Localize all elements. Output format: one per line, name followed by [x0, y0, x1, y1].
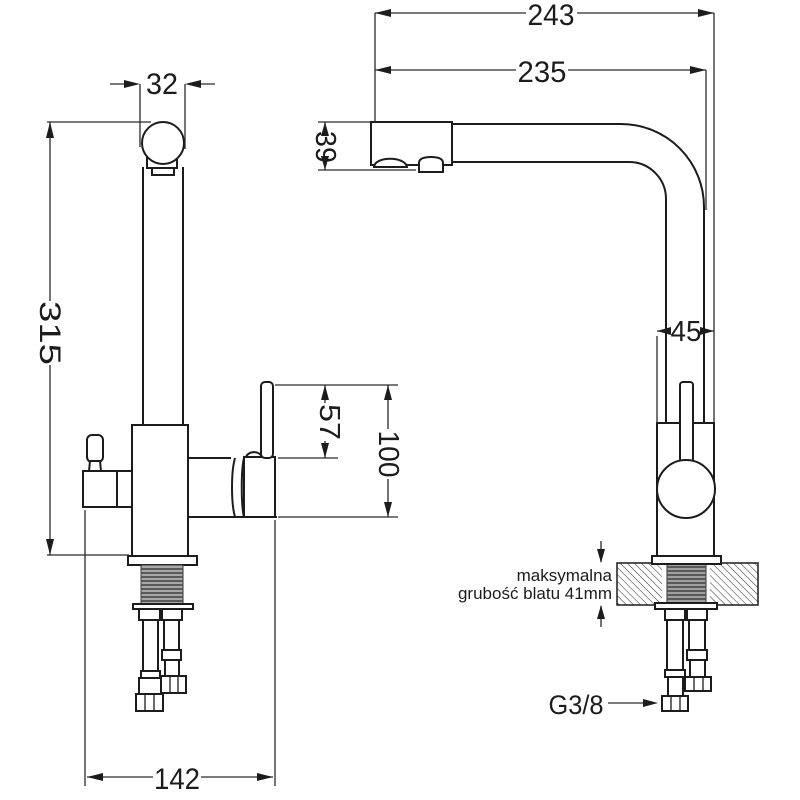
side-hose-right-nut: [685, 677, 711, 691]
dim-body-width: 45: [670, 316, 702, 348]
side-hose-left: [662, 620, 688, 711]
front-hose-right-nut: [161, 676, 186, 693]
front-hose-block-left: [139, 609, 160, 620]
dim-total-depth: 243: [527, 0, 575, 32]
dim-base-width: 142: [154, 763, 200, 796]
side-countertop: [617, 563, 758, 605]
front-body: [132, 425, 188, 556]
front-riser-pipe: [143, 167, 183, 425]
front-hose-block-right: [162, 609, 182, 620]
front-collar-lower: [152, 168, 174, 175]
front-hose-left: [136, 620, 163, 711]
dim-height: 315: [33, 301, 66, 352]
side-handle-lever: [680, 382, 693, 462]
side-hose-right: [685, 620, 711, 691]
front-view: [83, 122, 277, 711]
front-handle-base: [244, 457, 275, 517]
front-filter-lever-neck: [89, 461, 101, 471]
label-thread-size: G3/8: [548, 690, 604, 720]
note-max-thickness-line1: maksymalna: [516, 566, 612, 585]
side-outlet-tip: [419, 157, 443, 172]
front-base-flange: [128, 556, 197, 565]
front-threaded-shank: [141, 565, 183, 604]
front-ball-top: [142, 122, 184, 164]
side-hose-block-right: [687, 609, 707, 620]
front-handle-collar: [232, 458, 244, 517]
front-hose-right: [161, 620, 186, 693]
dim-spout-reach: 235: [517, 56, 567, 89]
side-hose-left-nut: [662, 696, 688, 711]
side-spout-inner: [452, 162, 666, 423]
side-view: [371, 122, 758, 711]
dim-handle-height: 100: [372, 430, 404, 479]
side-hose-block-left: [665, 609, 685, 620]
front-left-arm: [83, 471, 132, 507]
dim-lever-height: 57: [313, 404, 345, 437]
front-hose-left-nut: [136, 694, 163, 711]
dim-spout-head-height: 39: [309, 131, 341, 164]
side-ball-joint: [657, 460, 715, 518]
note-max-thickness-line2: grubość blatu 41mm: [457, 584, 612, 603]
dimension-texts: [33, 0, 702, 796]
front-filter-lever: [87, 435, 103, 462]
side-base-flange: [652, 556, 721, 564]
front-handle-lever: [261, 382, 273, 458]
dim-head-width: 32: [146, 68, 178, 101]
